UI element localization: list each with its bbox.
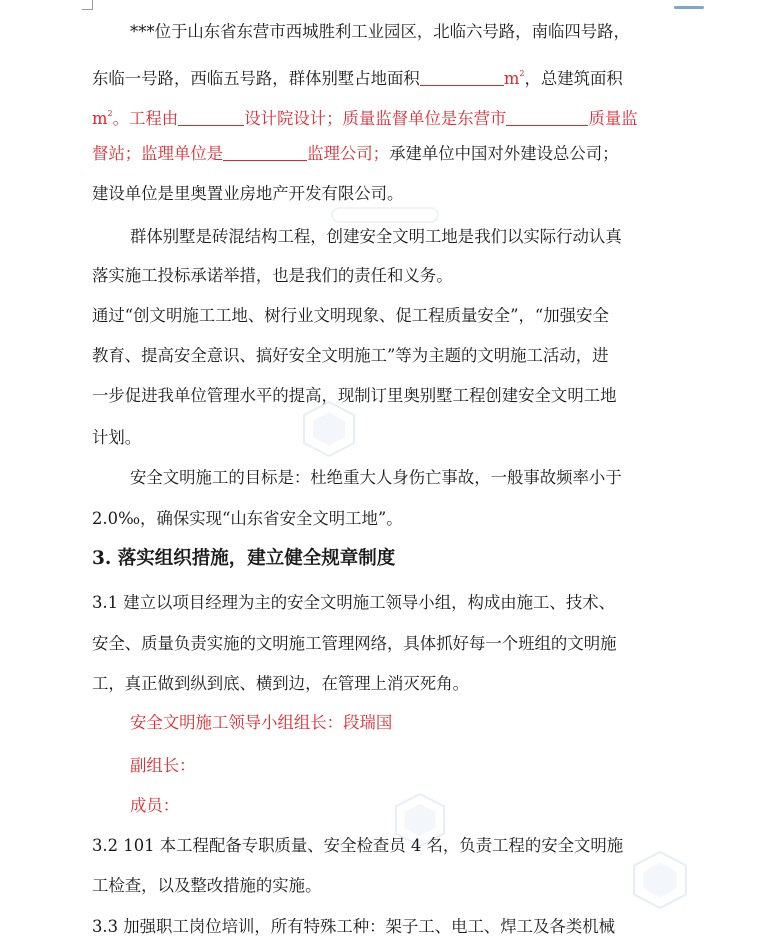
land-area-blank: [420, 69, 504, 86]
p1-line2-text: 东临一号路，西临五号路，群体别墅占地面积: [92, 69, 420, 88]
area-unit-2: $m^2$: [92, 109, 113, 128]
section-heading: 3. 落实组织措施，建立健全规章制度: [92, 548, 396, 569]
p1-line4: 督站；监理单位是 监理公司；承建单位中国对外建设总公司；: [92, 144, 619, 163]
p2-line2: 落实施工投标承诺举措，也是我们的责任和义务。: [92, 266, 453, 285]
p3-line2: 教育、提高安全意识、搞好安全文明施工”等为主题的文明施工活动，进: [92, 346, 609, 365]
supervision-station-blank: [506, 109, 588, 126]
margin-corner-mark: [82, 0, 93, 10]
area-unit: $m^2$: [503, 69, 525, 88]
p1-line2: 东临一号路，西临五号路，群体别墅占地面积 $m^2$，总建筑面积: [92, 69, 623, 88]
p1-line3: $m^2$。工程由 设计院设计；质量监督单位是东营市 质量监: [92, 109, 638, 128]
header-accent-mark: [674, 6, 704, 9]
p4-line1: 安全文明施工的目标是：杜绝重大人身伤亡事故，一般事故频率小于: [130, 468, 622, 487]
s32-line1: 3.2 101 本工程配备专职质量、安全检查员 4 名，负责工程的安全文明施: [92, 836, 624, 855]
p1-line1: ***位于山东省东营市西城胜利工业园区，北临六号路，南临四号路，: [130, 22, 630, 41]
design-institute-blank: [178, 109, 244, 126]
team-leader: 安全文明施工领导小组组长：段瑞国: [130, 713, 393, 732]
s31-line1: 3.1 建立以项目经理为主的安全文明施工领导小组，构成由施工、技术、: [92, 593, 615, 612]
p3-line4: 计划。: [92, 428, 142, 447]
p4-line2: 2.0‰，确保实现“山东省安全文明工地”。: [92, 509, 403, 528]
team-deputy: 副组长：: [130, 756, 196, 775]
s31-line2: 安全、质量负责实施的文明施工管理网络，具体抓好每一个班组的文明施: [92, 634, 617, 653]
p1-line5: 建设单位是里奥置业房地产开发有限公司。: [92, 184, 404, 203]
s31-line3: 工，真正做到纵到底、横到边，在管理上消灭死角。: [92, 674, 469, 693]
p3-line3: 一步促进我单位管理水平的提高，现制订里奥别墅工程创建安全文明工地: [92, 386, 617, 405]
s32-line2: 工检查，以及整改措施的实施。: [92, 876, 322, 895]
team-members: 成员：: [130, 796, 180, 815]
supervisor-blank: [223, 144, 307, 161]
p2-line1: 群体别墅是砖混结构工程，创建安全文明工地是我们以实际行动认真: [130, 227, 622, 246]
s33-line1: 3.3 加强职工岗位培训，所有特殊工种：架子工、电工、焊工及各类机械: [92, 917, 615, 936]
p3-line1: 通过“创文明施工工地、树行业文明现象、促工程质量安全”，“加强安全: [92, 306, 609, 325]
